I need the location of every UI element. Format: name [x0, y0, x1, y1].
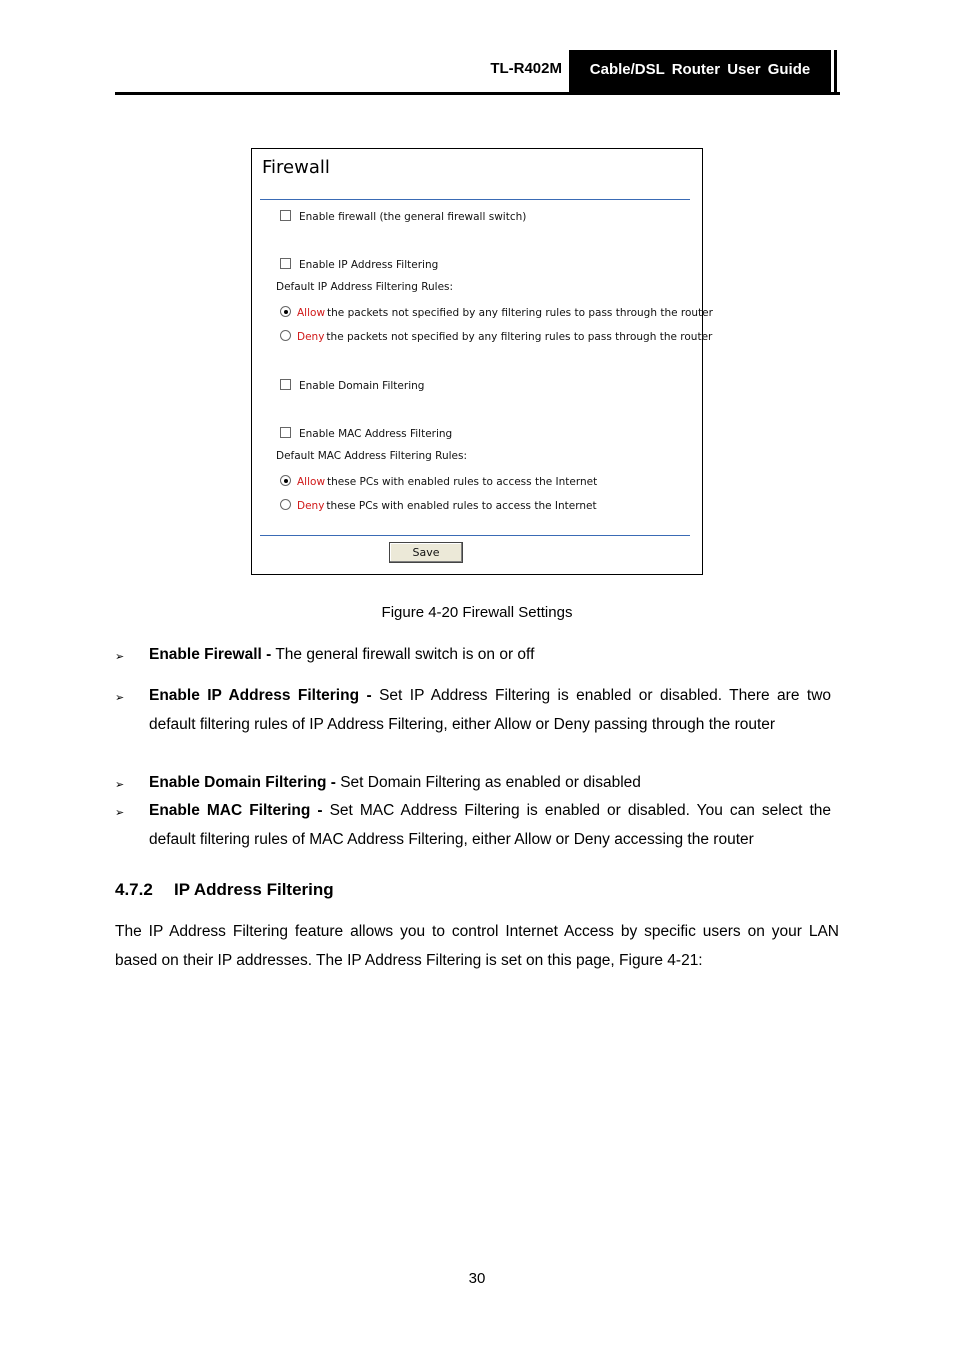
enable-mac-filtering-row	[280, 427, 452, 440]
mac-allow-row	[280, 475, 597, 488]
bullet-item	[149, 796, 831, 854]
mac-deny-keyword: Deny	[297, 500, 325, 512]
mac-deny-radio[interactable]	[280, 499, 291, 510]
enable-firewall-row	[280, 210, 526, 223]
ip-allow-keyword: Allow	[297, 307, 326, 319]
firewall-title: Firewall	[262, 157, 330, 178]
enable-mac-filtering-checkbox[interactable]	[280, 427, 291, 438]
bullet-term: Enable MAC Filtering -	[149, 802, 323, 819]
enable-firewall-checkbox[interactable]	[280, 210, 291, 221]
section-title: IP Address Filtering	[174, 880, 334, 899]
save-button[interactable]: Save	[389, 542, 463, 563]
bullet-marker: ➢	[115, 692, 125, 704]
bullet-text: Set IP Address Filtering is enabled or disabled. There are two default filtering rules of IP Address Filtering, either Allow or Deny passing through the router	[149, 687, 832, 733]
page-number: 30	[468, 1270, 486, 1287]
document-guide-title: Cable/DSL Router User Guide	[569, 50, 831, 93]
enable-mac-filtering-label: Enable MAC Address Filtering	[299, 428, 453, 440]
document-model: TL-R402M	[490, 60, 562, 77]
enable-ip-filtering-label: Enable IP Address Filtering	[299, 259, 439, 271]
enable-domain-filtering-label: Enable Domain Filtering	[299, 380, 425, 392]
firewall-panel	[251, 148, 713, 575]
bullet-term: Enable Domain Filtering -	[149, 774, 336, 791]
bullet-item	[149, 640, 831, 669]
bullet-text: Set MAC Address Filtering is enabled or disabled. You can select the default filtering rules of MAC Address Filtering, either Allow or Deny accessing the router	[149, 802, 831, 848]
bullet-marker: ➢	[115, 779, 125, 791]
panel-divider-bottom	[260, 535, 690, 536]
panel-divider-top	[260, 199, 690, 200]
section-intro: The IP Address Filtering feature allows you to control Internet Access by specific users on your LAN based on their IP addresses. The IP Address Filtering is set on this page, Figure 4-21:	[115, 923, 839, 969]
ip-deny-radio[interactable]	[280, 330, 291, 341]
figure-caption: Figure 4-20 Firewall Settings	[381, 604, 573, 621]
bullet-marker: ➢	[115, 807, 125, 819]
mac-deny-row	[280, 499, 597, 512]
ip-deny-row	[280, 330, 712, 343]
ip-allow-radio[interactable]	[280, 306, 291, 317]
enable-ip-filtering-checkbox[interactable]	[280, 258, 291, 269]
mac-deny-text: these PCs with enabled rules to access the Internet	[326, 500, 597, 512]
enable-ip-filtering-row	[280, 258, 438, 271]
section-heading	[115, 880, 334, 900]
ip-deny-keyword: Deny	[297, 331, 325, 343]
bullet-text: The general firewall switch is on or off	[275, 646, 535, 663]
mac-allow-keyword: Allow	[297, 476, 326, 488]
ip-allow-text: the packets not specified by any filtering rules to pass through the router	[327, 307, 713, 319]
default-mac-rules-label: Default MAC Address Filtering Rules:	[276, 450, 468, 462]
ip-deny-text: the packets not specified by any filtering rules to pass through the router	[326, 331, 713, 343]
enable-domain-filtering-row	[280, 379, 424, 392]
bullet-item	[149, 768, 831, 797]
ip-allow-row	[280, 306, 713, 319]
enable-firewall-label: Enable firewall (the general firewall switch)	[299, 211, 527, 223]
mac-allow-text: these PCs with enabled rules to access the Internet	[327, 476, 598, 488]
header-edge-bar	[834, 50, 837, 93]
bullet-text: Set Domain Filtering as enabled or disabled	[340, 774, 641, 791]
bullet-item	[149, 681, 831, 739]
mac-allow-radio[interactable]	[280, 475, 291, 486]
enable-domain-filtering-checkbox[interactable]	[280, 379, 291, 390]
default-ip-rules-label: Default IP Address Filtering Rules:	[276, 281, 454, 293]
bullet-term: Enable IP Address Filtering -	[149, 687, 372, 704]
bullet-marker: ➢	[115, 651, 125, 663]
bullet-term: Enable Firewall -	[149, 646, 272, 663]
header-rule	[115, 92, 840, 95]
section-number: 4.7.2	[115, 880, 153, 899]
